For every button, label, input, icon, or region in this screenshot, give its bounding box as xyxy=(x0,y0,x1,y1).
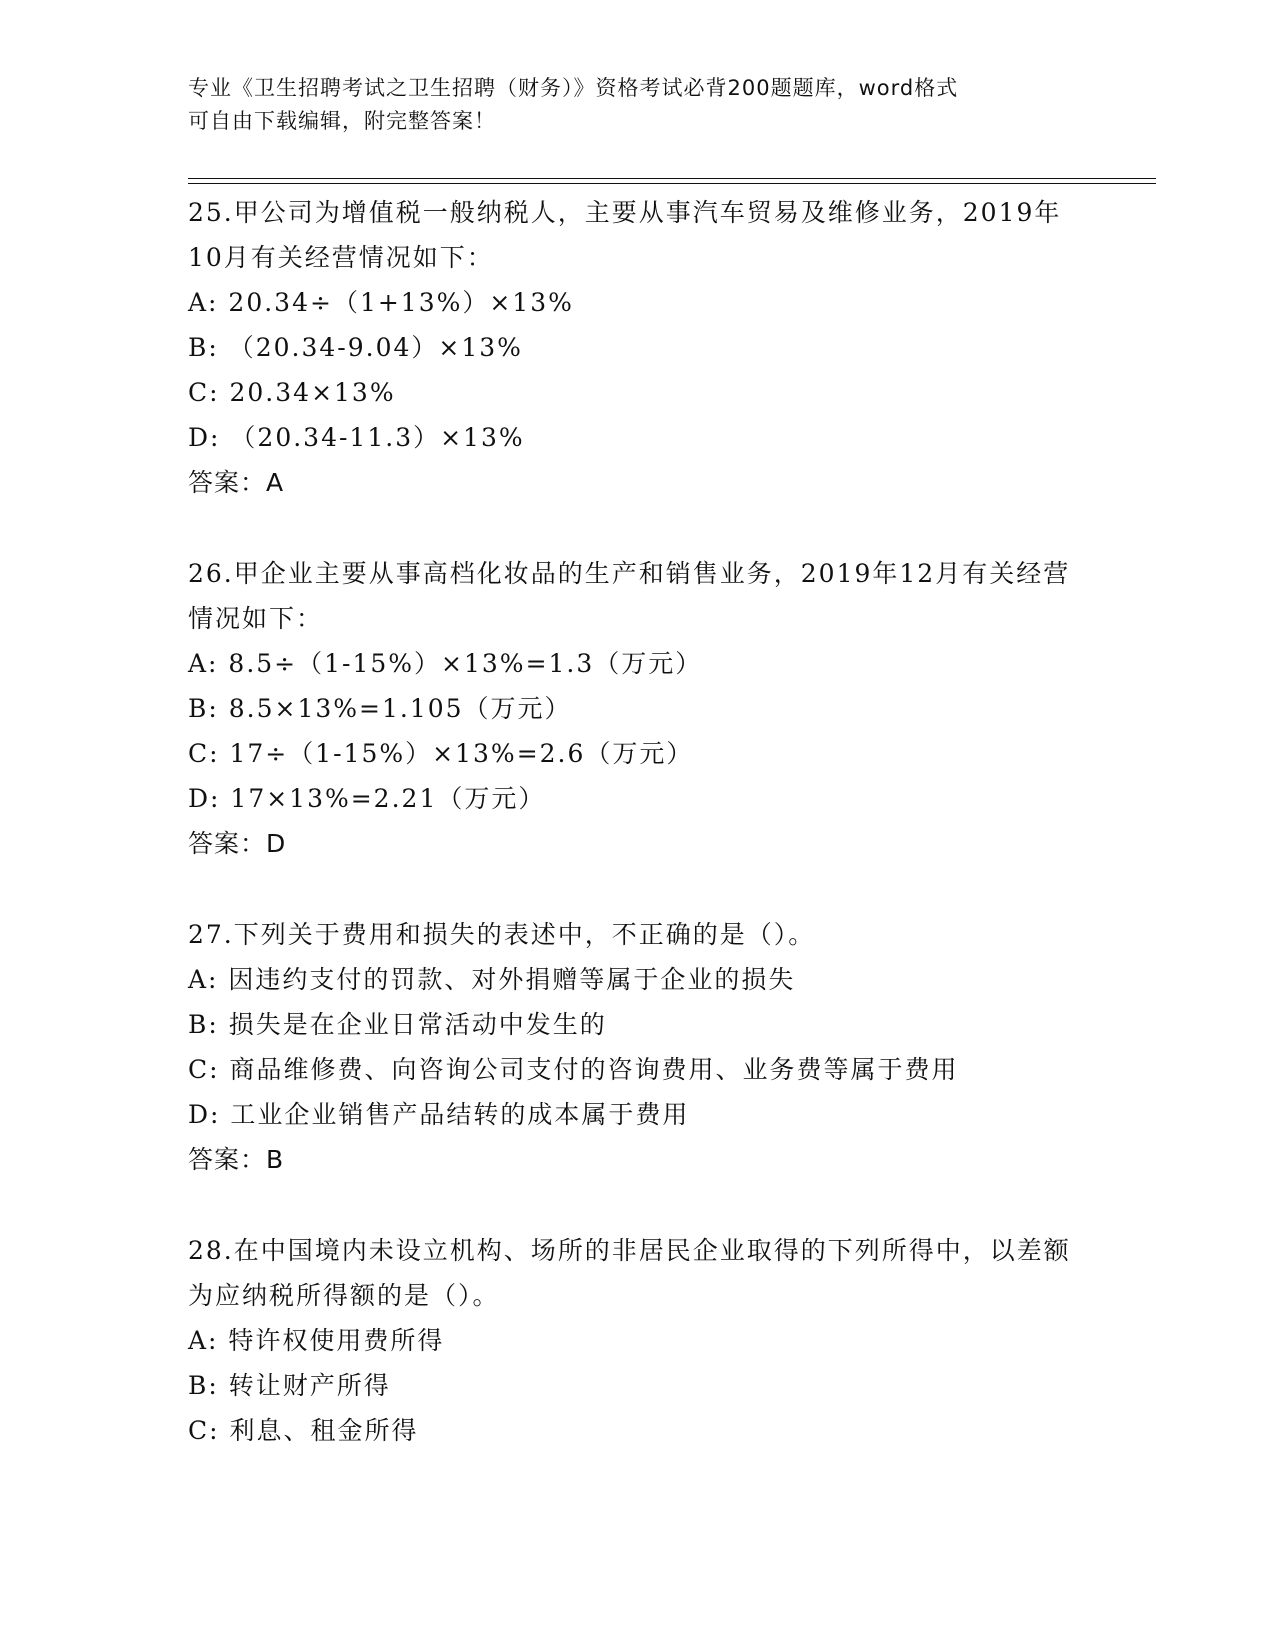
option-a: A: 8.5÷（1-15%）×13%=1.3（万元） xyxy=(188,649,703,678)
option-b: B: 转让财产所得 xyxy=(188,1371,391,1400)
header-title-line-1: 专业《卫生招聘考试之卫生招聘（财务）》资格考试必背200题题库，word格式 xyxy=(188,76,959,100)
option-d: D: 17×13%=2.21（万元） xyxy=(188,784,546,813)
question-text: 26.甲企业主要从事高档化妆品的生产和销售业务，2019年12月有关经营情况如下： xyxy=(188,559,1071,633)
option-c: C: 17÷（1-15%）×13%=2.6（万元） xyxy=(188,739,694,768)
option-c: C: 商品维修费、向咨询公司支付的咨询费用、业务费等属于费用 xyxy=(188,1055,959,1084)
question-text: 25.甲公司为增值税一般纳税人，主要从事汽车贸易及维修业务，2019年10月有关经营情况如下： xyxy=(188,198,1062,272)
option-b: B: （20.34-9.04）×13% xyxy=(188,333,523,362)
document-header xyxy=(188,72,1068,138)
option-a: A: 20.34÷（1+13%）×13% xyxy=(188,288,574,317)
option-c: C: 20.34×13% xyxy=(188,378,396,407)
option-d: D: 工业企业销售产品结转的成本属于费用 xyxy=(188,1100,690,1129)
question-text: 27.下列关于费用和损失的表述中，不正确的是（）。 xyxy=(188,920,816,949)
question-list xyxy=(188,190,1088,1498)
question-27 xyxy=(188,912,1088,1183)
option-d: D: （20.34-11.3）×13% xyxy=(188,423,525,452)
header-divider-bottom xyxy=(188,183,1156,184)
answer: 答案：B xyxy=(188,1145,285,1174)
option-b: B: 损失是在企业日常活动中发生的 xyxy=(188,1010,607,1039)
question-text: 28.在中国境内未设立机构、场所的非居民企业取得的下列所得中，以差额为应纳税所得额的是（）。 xyxy=(188,1236,1071,1310)
option-c: C: 利息、租金所得 xyxy=(188,1416,419,1445)
answer: 答案：A xyxy=(188,468,285,497)
option-a: A: 特许权使用费所得 xyxy=(188,1326,445,1355)
header-divider-top xyxy=(188,178,1156,179)
question-25 xyxy=(188,190,1088,506)
question-26 xyxy=(188,551,1088,867)
question-28 xyxy=(188,1228,1088,1453)
option-b: B: 8.5×13%=1.105（万元） xyxy=(188,694,572,723)
option-a: A: 因违约支付的罚款、对外捐赠等属于企业的损失 xyxy=(188,965,796,994)
answer: 答案：D xyxy=(188,829,287,858)
header-title-line-2: 可自由下载编辑，附完整答案！ xyxy=(188,109,496,133)
